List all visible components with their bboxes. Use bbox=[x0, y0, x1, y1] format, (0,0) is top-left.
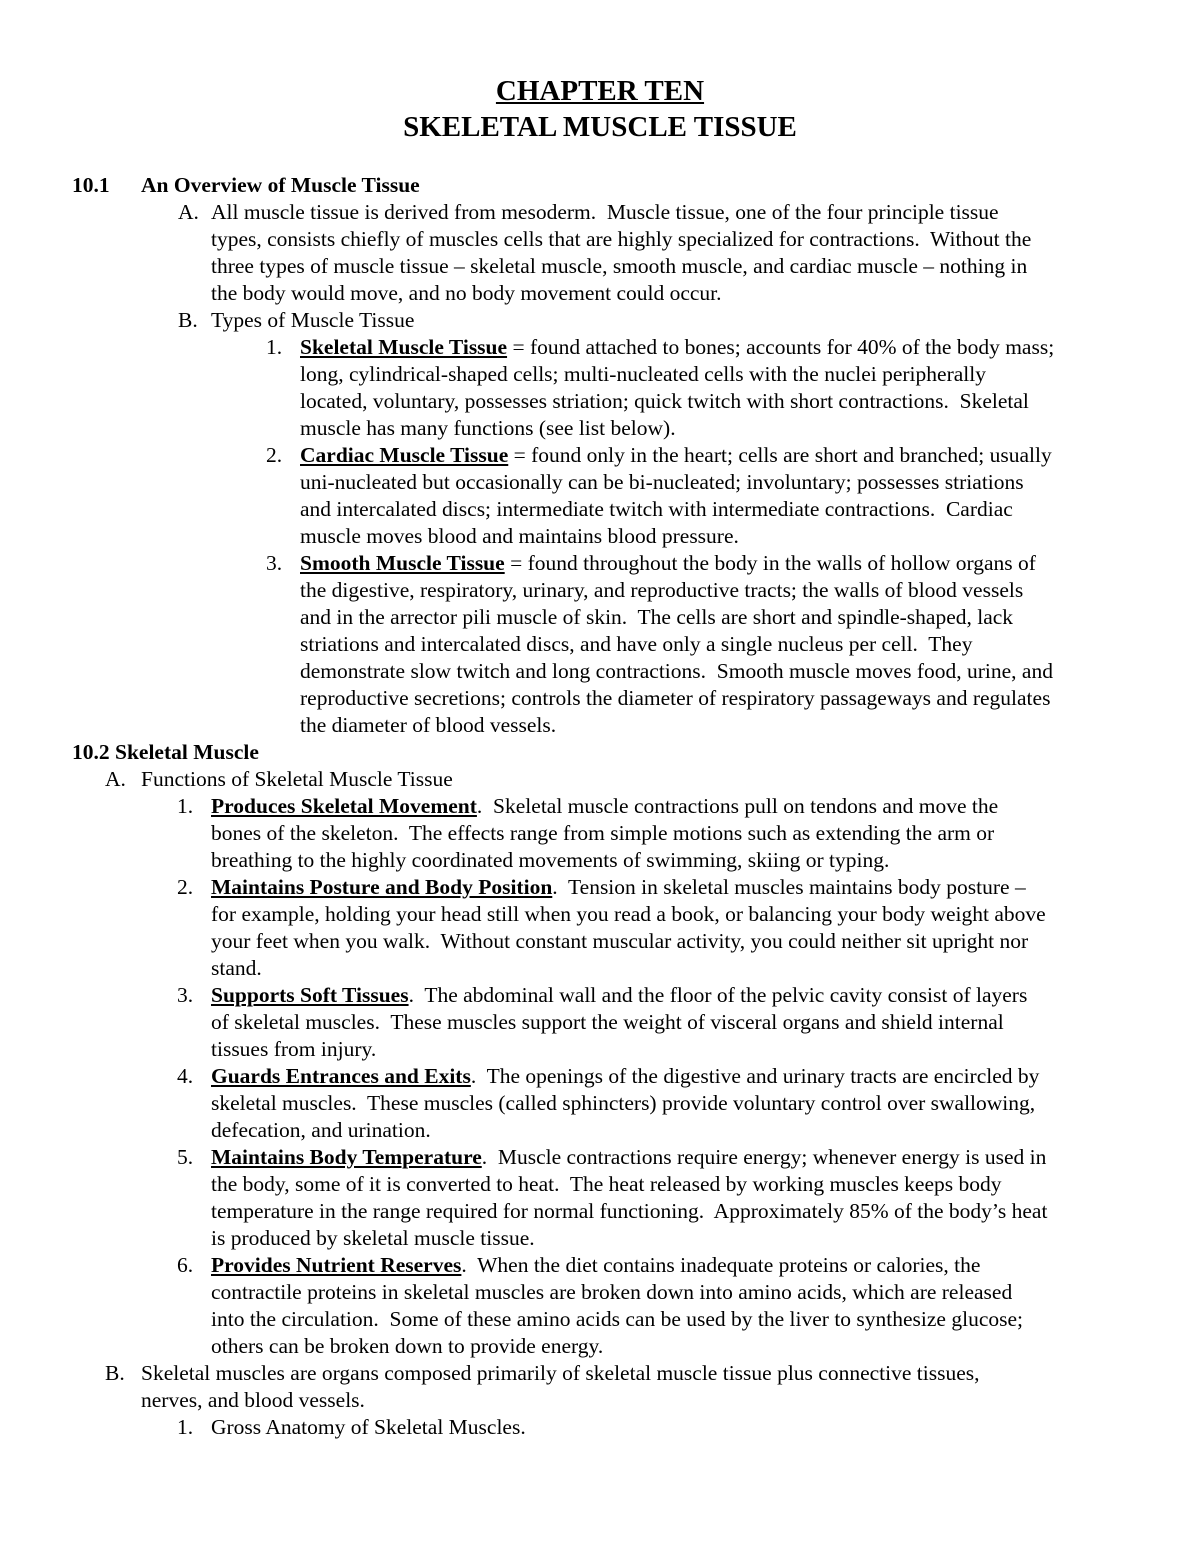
list-item-first-line bbox=[300, 442, 1052, 469]
definition-text: . Tension in skeletal muscles maintains body posture – bbox=[552, 875, 1026, 899]
chapter-title: SKELETAL MUSCLE TISSUE bbox=[403, 111, 797, 143]
paragraph-line: defecation, and urination. bbox=[211, 1118, 431, 1142]
list-marker: 2. bbox=[266, 443, 283, 467]
definition-text: = found throughout the body in the walls of hollow organs of bbox=[504, 551, 1036, 575]
paragraph-line: and in the arrector pili muscle of skin. The cells are short and spindle-shaped, lack bbox=[300, 605, 1014, 629]
term-cardiac-muscle-tissue: Cardiac Muscle Tissue bbox=[300, 443, 509, 467]
paragraph-line: of skeletal muscles. These muscles support the weight of visceral organs and shield internal bbox=[211, 1010, 1004, 1034]
definition-text: = found attached to bones; accounts for 40% of the body mass; bbox=[507, 335, 1055, 359]
paragraph-line: types, consists chiefly of muscles cells that are highly specialized for contractions. Without the bbox=[211, 227, 1032, 251]
paragraph-line: the body, some of it is converted to heat. The heat released by working muscles keeps body bbox=[211, 1172, 1002, 1196]
paragraph-line: All muscle tissue is derived from mesoderm. Muscle tissue, one of the four principle tissue bbox=[211, 200, 999, 224]
list-item-first-line bbox=[300, 334, 1054, 361]
paragraph-line: muscle moves blood and maintains blood pressure. bbox=[300, 524, 739, 548]
paragraph-line: reproductive secretions; controls the diameter of respiratory passageways and regulates bbox=[300, 686, 1051, 710]
paragraph-line: the body would move, and no body movement could occur. bbox=[211, 281, 722, 305]
term-skeletal-muscle-tissue: Skeletal Muscle Tissue bbox=[300, 335, 508, 359]
paragraph-line: the digestive, respiratory, urinary, and reproductive tracts; the walls of blood vessels bbox=[300, 578, 1024, 602]
list-item-first-line bbox=[211, 1063, 1039, 1090]
term-smooth-muscle-tissue: Smooth Muscle Tissue bbox=[300, 551, 505, 575]
definition-text: . Skeletal muscle contractions pull on tendons and move the bbox=[476, 794, 999, 818]
term-maintains-body-temperature: Maintains Body Temperature bbox=[211, 1145, 482, 1169]
paragraph-line: located, voluntary, possesses striation; quick twitch with short contractions. Skeletal bbox=[300, 389, 1029, 413]
paragraph-line: and intercalated discs; intermediate twitch with intermediate contractions. Cardiac bbox=[300, 497, 1013, 521]
list-marker: 5. bbox=[177, 1145, 194, 1169]
definition-text: . When the diet contains inadequate proteins or calories, the bbox=[461, 1253, 981, 1277]
list-item-first-line bbox=[211, 793, 998, 820]
list-marker: 6. bbox=[177, 1253, 194, 1277]
list-marker: A. bbox=[178, 200, 199, 224]
paragraph-line: for example, holding your head still when you read a book, or balancing your body weight above bbox=[211, 902, 1046, 926]
paragraph-line: demonstrate slow twitch and long contractions. Smooth muscle moves food, urine, and bbox=[300, 659, 1053, 683]
list-item-first-line bbox=[211, 874, 1026, 901]
list-marker: 2. bbox=[177, 875, 194, 899]
section-heading-overview: An Overview of Muscle Tissue bbox=[141, 173, 420, 197]
list-marker: 4. bbox=[177, 1064, 194, 1088]
list-marker: A. bbox=[105, 767, 126, 791]
paragraph-line: into the circulation. Some of these amino acids can be used by the liver to synthesize glucose; bbox=[211, 1307, 1024, 1331]
paragraph-line: three types of muscle tissue – skeletal muscle, smooth muscle, and cardiac muscle – nothing in bbox=[211, 254, 1028, 278]
section-number-10-1: 10.1 bbox=[72, 173, 110, 197]
section-heading-skeletal-muscle: 10.2 Skeletal Muscle bbox=[72, 740, 259, 764]
paragraph-line: is produced by skeletal muscle tissue. bbox=[211, 1226, 535, 1250]
paragraph-line: nerves, and blood vessels. bbox=[141, 1388, 365, 1412]
list-item-first-line bbox=[300, 550, 1036, 577]
paragraph-line: striations and intercalated discs, and have only a single nucleus per cell. They bbox=[300, 632, 973, 656]
paragraph-line: Skeletal muscles are organs composed primarily of skeletal muscle tissue plus connective tissues, bbox=[141, 1361, 980, 1385]
paragraph-line: the diameter of blood vessels. bbox=[300, 713, 557, 737]
paragraph-line: your feet when you walk. Without constant muscular activity, you could neither sit upright nor bbox=[211, 929, 1029, 953]
list-item-first-line bbox=[211, 1144, 1046, 1171]
term-supports-soft-tissues: Supports Soft Tissues bbox=[211, 983, 409, 1007]
definition-text: = found only in the heart; cells are short and branched; usually bbox=[508, 443, 1052, 467]
definition-text: . Muscle contractions require energy; whenever energy is used in bbox=[481, 1145, 1047, 1169]
paragraph-line: breathing to the highly coordinated movements of swimming, skiing or typing. bbox=[211, 848, 890, 872]
list-marker: 3. bbox=[266, 551, 283, 575]
definition-text: . The openings of the digestive and urinary tracts are encircled by bbox=[470, 1064, 1040, 1088]
list-item-first-line bbox=[211, 982, 1027, 1009]
list-item-label: Functions of Skeletal Muscle Tissue bbox=[141, 767, 453, 791]
term-guards-entrances-exits: Guards Entrances and Exits bbox=[211, 1064, 471, 1088]
paragraph-line: others can be broken down to provide energy. bbox=[211, 1334, 604, 1358]
paragraph-line: muscle has many functions (see list below). bbox=[300, 416, 676, 440]
list-marker: B. bbox=[105, 1361, 125, 1385]
paragraph-line: uni-nucleated but occasionally can be bi-nucleated; involuntary; possesses striations bbox=[300, 470, 1024, 494]
paragraph-line: bones of the skeleton. The effects range from simple motions such as extending the arm or bbox=[211, 821, 995, 845]
paragraph-line: skeletal muscles. These muscles (called sphincters) provide voluntary control over swallowing, bbox=[211, 1091, 1036, 1115]
paragraph-line: long, cylindrical-shaped cells; multi-nucleated cells with the nuclei peripherally bbox=[300, 362, 986, 386]
list-marker: B. bbox=[178, 308, 198, 332]
list-item-label: Gross Anatomy of Skeletal Muscles. bbox=[211, 1415, 526, 1439]
list-item-label: Types of Muscle Tissue bbox=[211, 308, 415, 332]
list-marker: 3. bbox=[177, 983, 194, 1007]
term-produces-skeletal-movement: Produces Skeletal Movement bbox=[211, 794, 477, 818]
list-marker: 1. bbox=[177, 794, 194, 818]
list-marker: 1. bbox=[266, 335, 283, 359]
definition-text: . The abdominal wall and the floor of the pelvic cavity consist of layers bbox=[408, 983, 1028, 1007]
paragraph-line: stand. bbox=[211, 956, 262, 980]
term-maintains-posture: Maintains Posture and Body Position bbox=[211, 875, 553, 899]
term-provides-nutrient-reserves: Provides Nutrient Reserves bbox=[211, 1253, 462, 1277]
chapter-number-title: CHAPTER TEN bbox=[495, 75, 705, 107]
list-marker: 1. bbox=[177, 1415, 194, 1439]
paragraph-line: contractile proteins in skeletal muscles are broken down into amino acids, which are released bbox=[211, 1280, 1013, 1304]
paragraph-line: tissues from injury. bbox=[211, 1037, 377, 1061]
paragraph-line: temperature in the range required for normal functioning. Approximately 85% of the body’s heat bbox=[211, 1199, 1048, 1223]
list-item-first-line bbox=[211, 1252, 980, 1279]
